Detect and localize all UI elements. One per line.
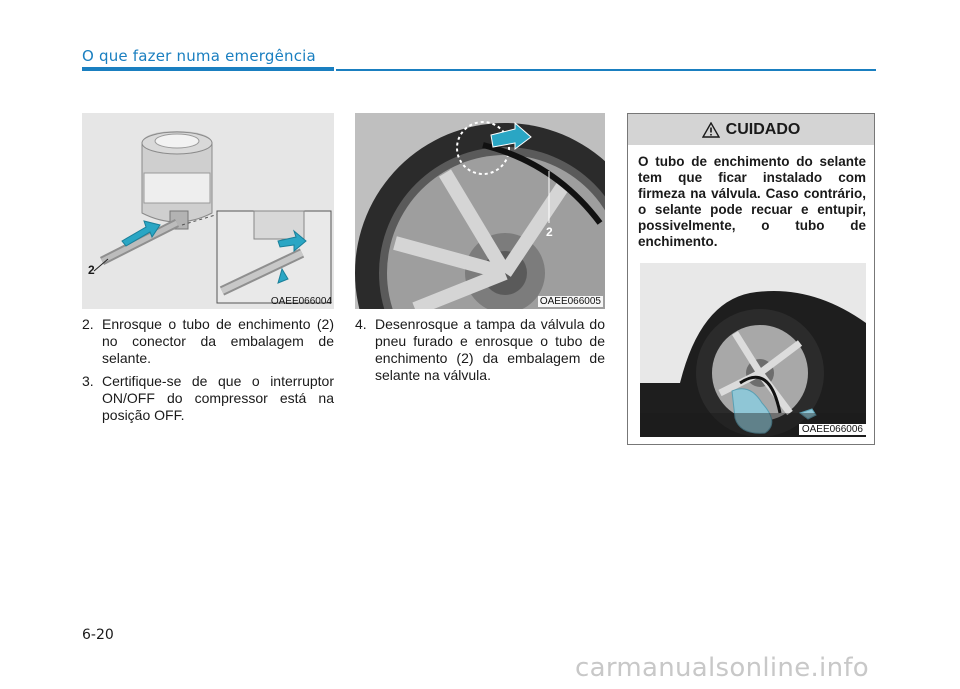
callout-label: 2	[546, 225, 553, 239]
figure-tire-valve	[355, 113, 605, 309]
figure-sealant-connector	[82, 113, 334, 309]
figure-code: OAEE066006	[799, 424, 866, 435]
caution-text: O tubo de enchimento do selante tem que ficar instalado com firmeza na válvula. Caso contrário, o selante pode recuar e entupir, possivelmente, o tubo de enchimento.	[638, 154, 866, 249]
car-wheel-illustration	[640, 263, 866, 437]
caution-header	[628, 114, 874, 145]
step-text: Enrosque o tubo de enchimento (2) no conector da embalagem de selante.	[102, 316, 334, 366]
page-number: 6-20	[82, 627, 114, 643]
watermark: carmanualsonline.info	[575, 653, 870, 683]
step-item	[355, 316, 605, 384]
caution-title: CUIDADO	[725, 120, 801, 138]
callout-label: 2	[88, 263, 95, 277]
step-number: 2.	[82, 316, 94, 332]
step-number: 3.	[82, 373, 94, 389]
step-item	[82, 373, 334, 424]
wheel-illustration	[355, 113, 605, 309]
figure-code: OAEE066004	[270, 296, 332, 307]
warning-triangle-icon	[702, 122, 720, 138]
steps-column-1	[82, 316, 334, 430]
step-text: Certifique-se de que o interruptor ON/OFF do compressor está na posição OFF.	[102, 373, 334, 423]
header-rule-thick	[82, 67, 334, 71]
step-number: 4.	[355, 316, 367, 332]
header-rule-thin	[336, 69, 876, 71]
caution-box	[627, 113, 875, 445]
steps-column-2	[355, 316, 605, 390]
figure-code: OAEE066005	[539, 296, 601, 307]
figure-caution-car	[640, 263, 866, 437]
sealant-illustration	[82, 113, 334, 309]
step-item	[82, 316, 334, 367]
step-text: Desenrosque a tampa da válvula do pneu furado e enrosque o tubo de enchimento (2) da embalagem de selante na válvula.	[375, 316, 605, 383]
section-title: O que fazer numa emergência	[82, 47, 316, 65]
